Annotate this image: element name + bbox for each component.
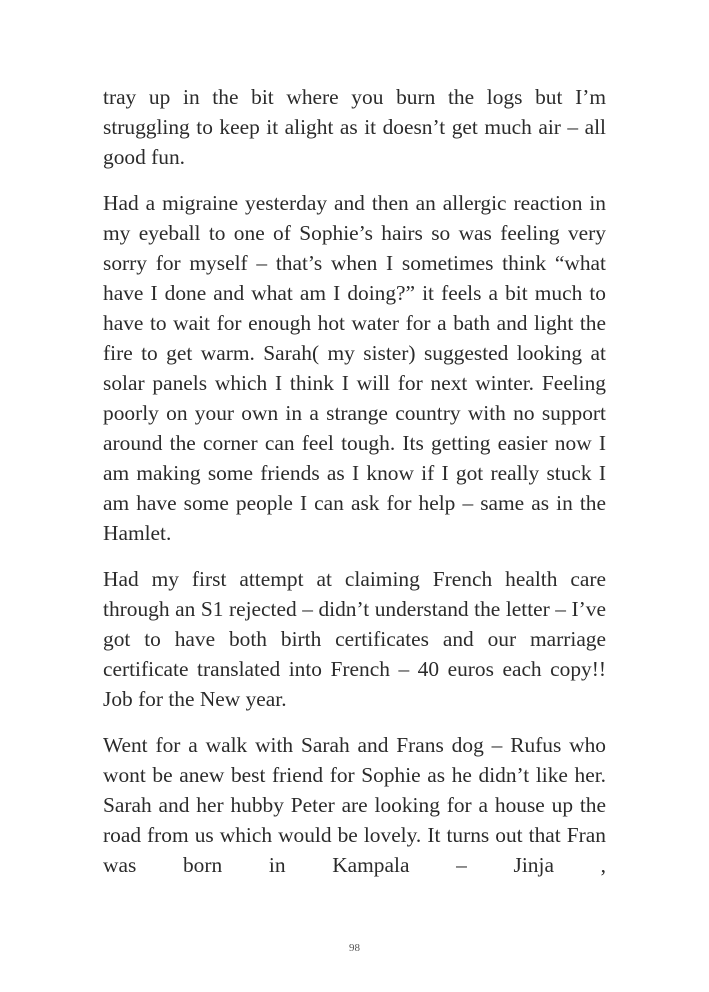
page-number: 98 [349, 942, 360, 954]
paragraph-2: Had a migraine yesterday and then an allergic reaction in my eyeball to one of Sophie’s hairs so was feeling very sorry for myself – that’s when I sometimes think “what have I done and what am I doing?” it feels a bit much to have to wait for enough hot water for a bath and light the fire to get warm. Sarah( my sister) suggested looking at solar panels which I think I will for next winter. Feeling poorly on your own in a strange country with no support around the corner can feel tough. Its getting easier now I am making some friends as I know if I got really stuck I am have some people I can ask for help – same as in the Hamlet. [103, 191, 606, 545]
paragraph-3: Had my first attempt at claiming French health care through an S1 rejected – didn’t understand the letter – I’ve got to have both birth certificates and our marriage certificate translated into French – 40 euros each copy!! Job for the New year. [103, 567, 606, 711]
paragraph-4: Went for a walk with Sarah and Frans dog – Rufus who wont be anew best friend for Sophie as he didn’t like her. Sarah and her hubby Peter are looking for a house up the road from us which would be lovely. It turns out that Fran was born in Kampala – Jinja , [103, 733, 606, 877]
paragraph-1: tray up in the bit where you burn the logs but I’m struggling to keep it alight as it doesn’t get much air – all good fun. [103, 85, 606, 169]
body-text [103, 82, 606, 896]
